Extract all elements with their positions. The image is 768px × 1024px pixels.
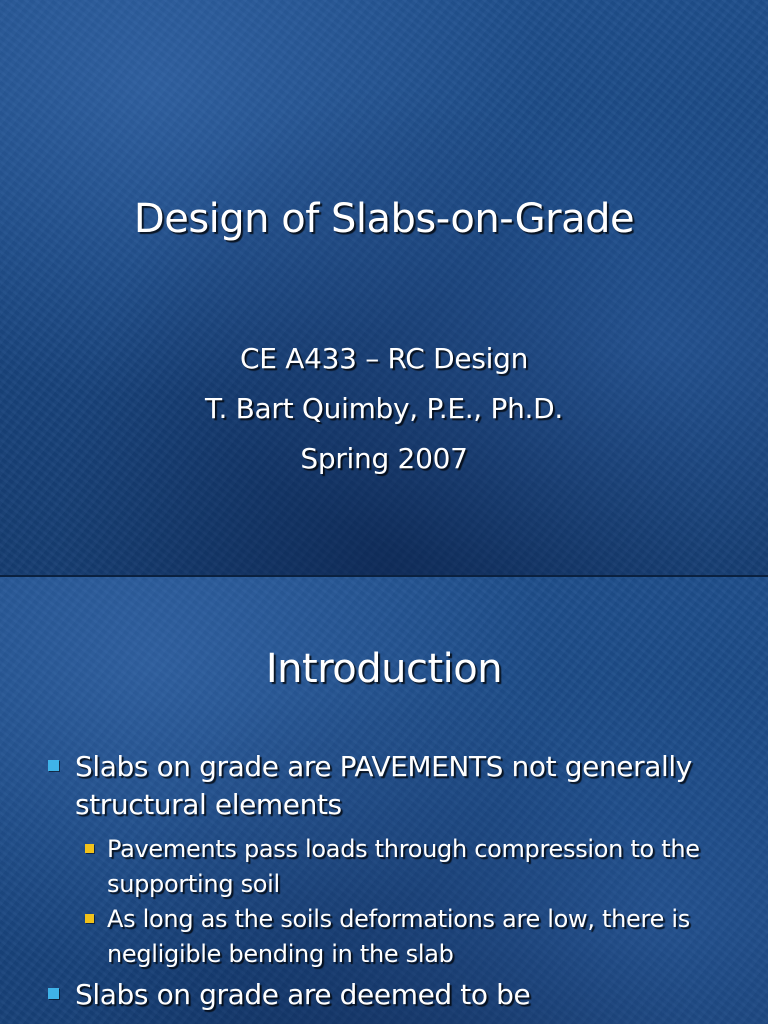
square-bullet-icon bbox=[48, 760, 59, 771]
bullet-list bbox=[0, 748, 768, 1014]
sub-bullet-text: As long as the soils deformations are low, there is negligible bending in the slab bbox=[107, 905, 690, 968]
term-line: Spring 2007 bbox=[300, 442, 468, 475]
slide-title: Design of Slabs-on-Grade bbox=[133, 196, 635, 242]
square-bullet-icon bbox=[85, 914, 94, 923]
sub-bullet-item bbox=[74, 832, 748, 902]
square-bullet-icon bbox=[48, 988, 59, 999]
subtitle-block bbox=[0, 334, 768, 484]
course-line: CE A433 – RC Design bbox=[239, 342, 529, 375]
bullet-item bbox=[0, 976, 768, 1014]
slide-2 bbox=[0, 576, 768, 1024]
square-bullet-icon bbox=[85, 844, 94, 853]
bullet-text: Slabs on grade are deemed to be bbox=[75, 978, 531, 1011]
bullet-text: Slabs on grade are PAVEMENTS not generally structural elements bbox=[75, 750, 692, 821]
sub-bullet-item bbox=[74, 902, 748, 972]
bullet-item bbox=[0, 748, 768, 972]
slide-title: Introduction bbox=[265, 646, 503, 692]
slide-divider bbox=[0, 575, 768, 577]
sub-bullet-text: Pavements pass loads through compression to the supporting soil bbox=[107, 835, 700, 898]
author-line: T. Bart Quimby, P.E., Ph.D. bbox=[204, 392, 564, 425]
sub-bullet-list bbox=[75, 832, 748, 972]
